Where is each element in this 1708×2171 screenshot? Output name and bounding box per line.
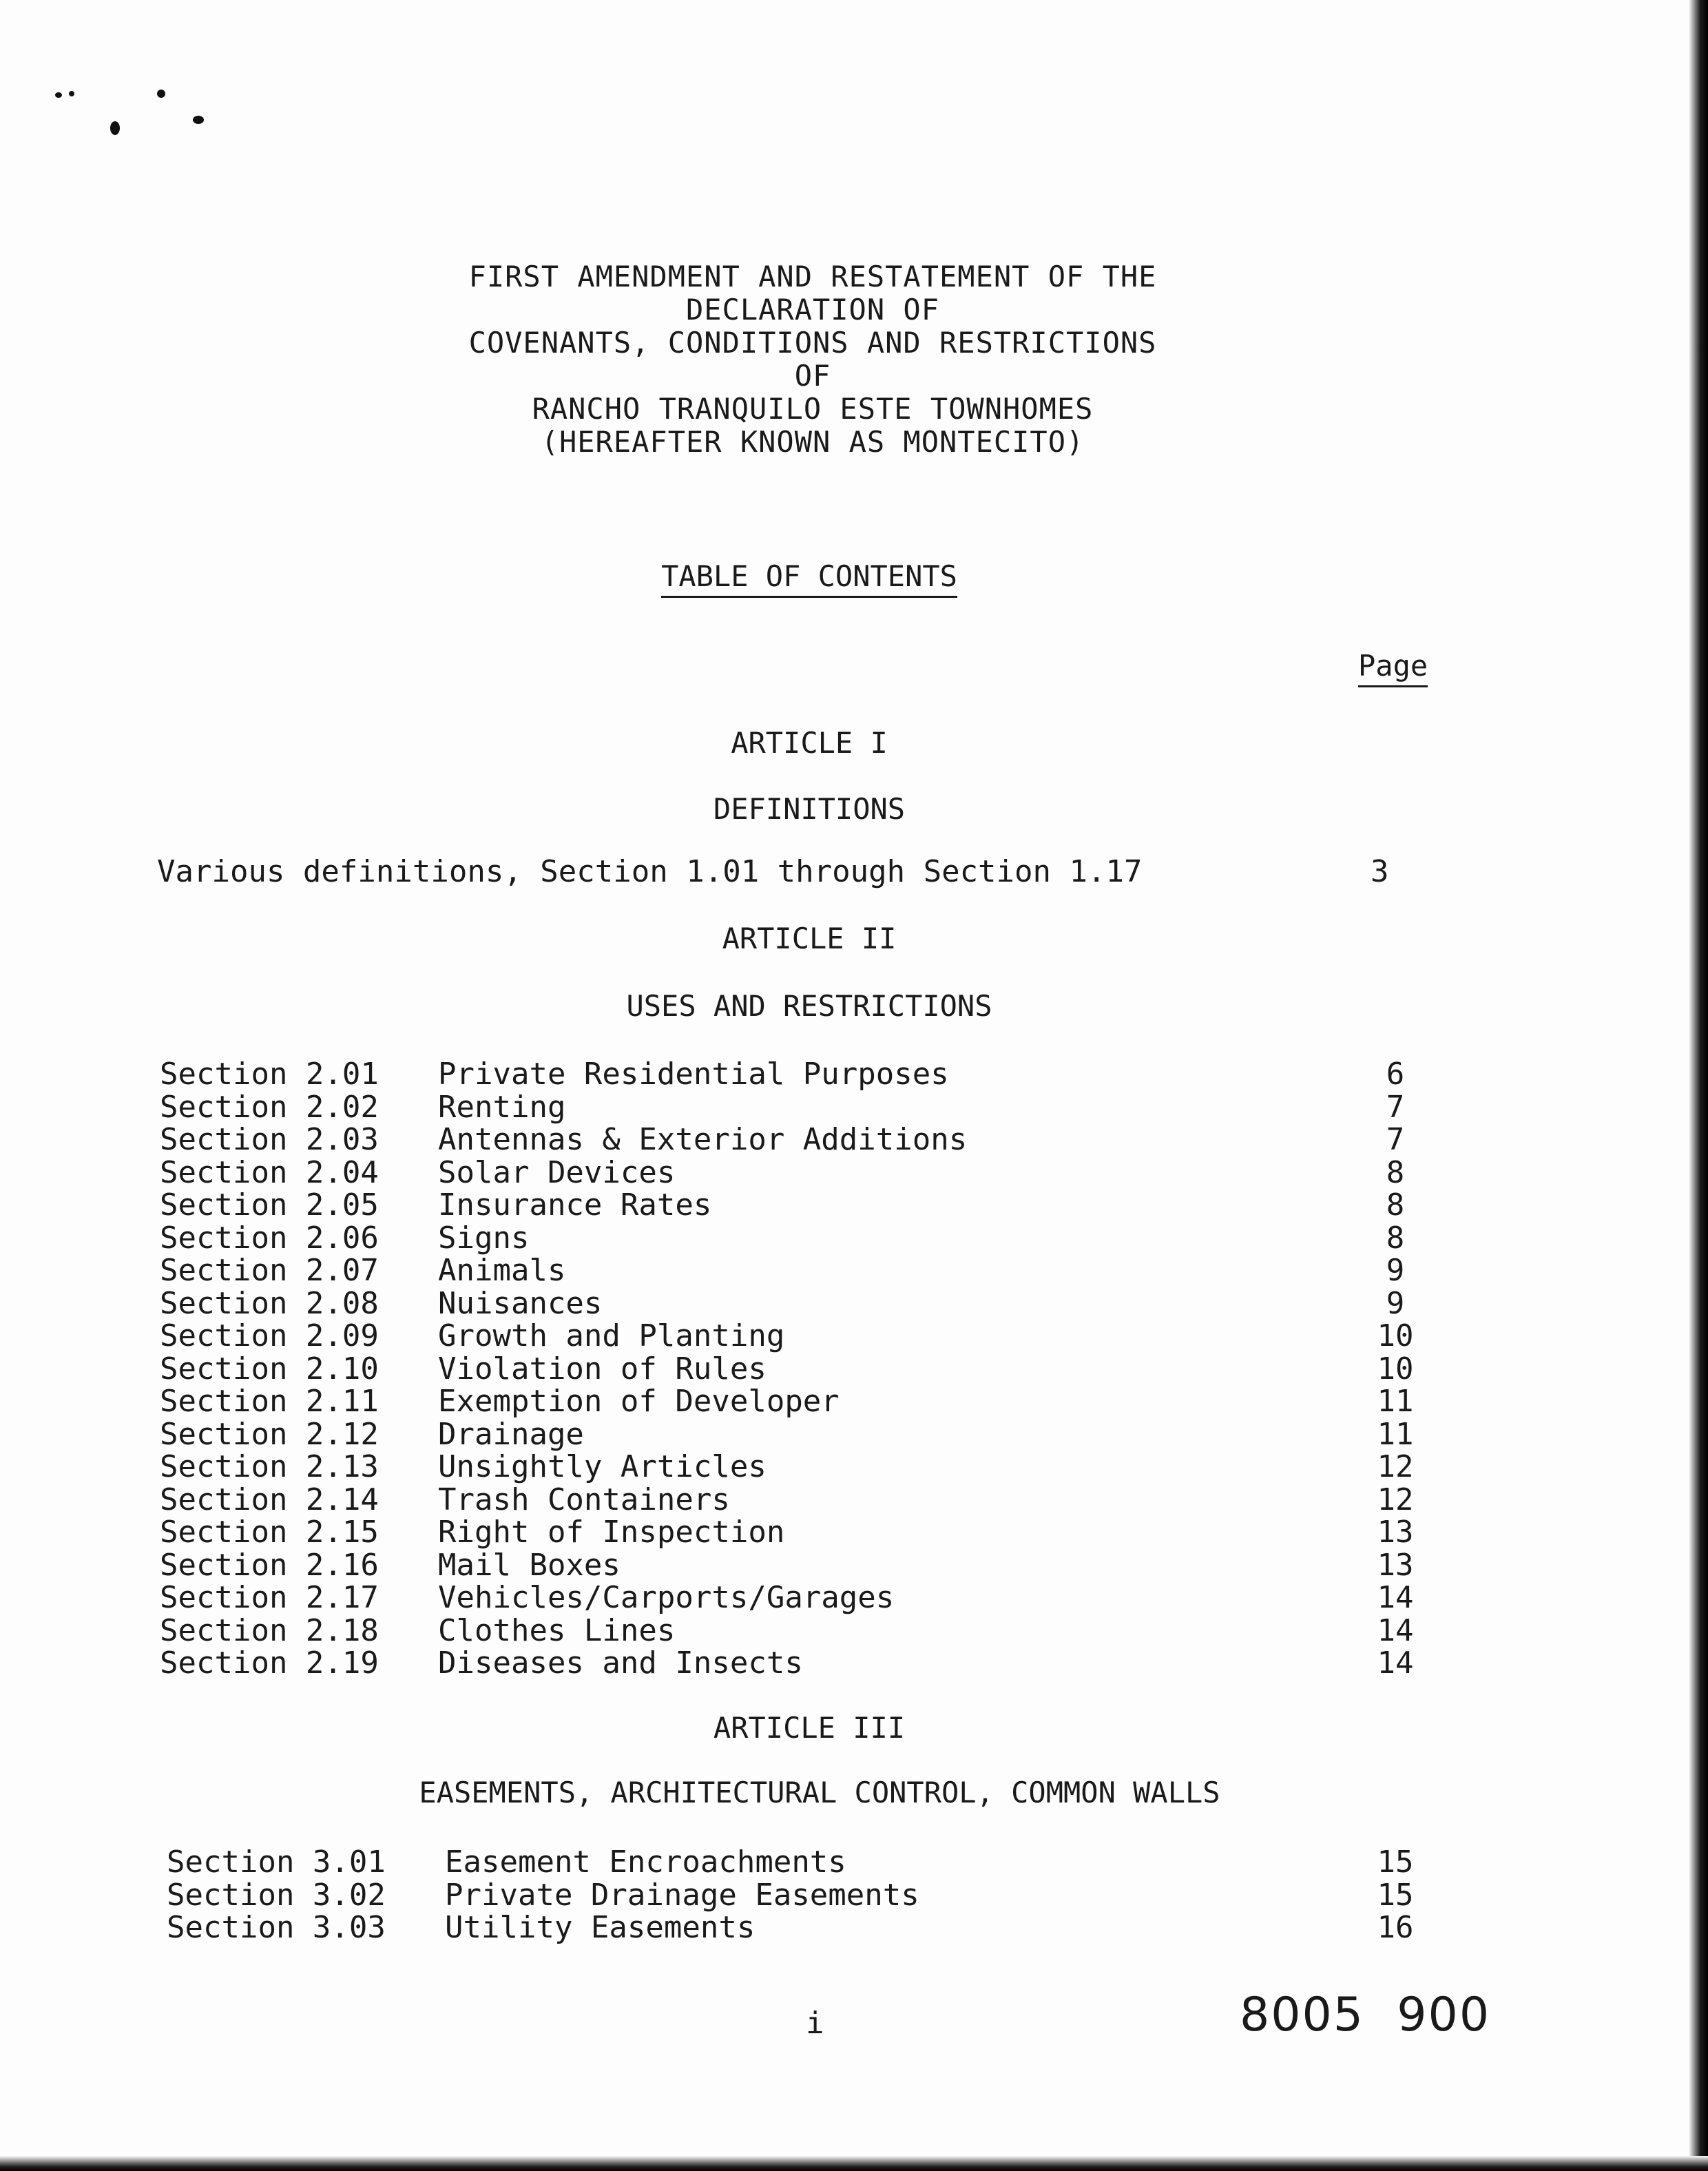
toc-row	[167, 1846, 1461, 1879]
toc-row	[160, 1549, 1455, 1582]
title-line-5: RANCHO TRANQUILO ESTE TOWNHOMES	[532, 392, 1094, 426]
footer-page-number: i	[806, 2006, 824, 2041]
section-page: 14	[1377, 1612, 1414, 1648]
scan-speck	[69, 91, 74, 96]
section-title: Private Drainage Easements	[445, 1877, 919, 1913]
article-2-title: USES AND RESTRICTIONS	[626, 989, 992, 1023]
section-title: Diseases and Insects	[438, 1645, 803, 1681]
section-number: Section 2.02	[160, 1089, 379, 1125]
section-number: Section 2.19	[160, 1645, 379, 1681]
section-title: Exemption of Developer	[438, 1384, 840, 1419]
title-line-1: FIRST AMENDMENT AND RESTATEMENT OF THE	[468, 260, 1157, 293]
section-number: Section 2.10	[160, 1351, 379, 1386]
section-page: 11	[1377, 1384, 1414, 1419]
section-page: 7	[1386, 1122, 1405, 1157]
section-title: Drainage	[438, 1416, 584, 1452]
section-number: Section 2.08	[160, 1285, 379, 1321]
section-title: Unsightly Articles	[438, 1449, 767, 1484]
section-page: 12	[1377, 1449, 1414, 1484]
section-title: Violation of Rules	[438, 1351, 767, 1386]
toc-row	[160, 1581, 1455, 1614]
section-number: Section 3.02	[167, 1877, 386, 1913]
article-2-label: ARTICLE II	[722, 922, 897, 955]
scan-speck	[193, 116, 204, 124]
section-title: Nuisances	[438, 1285, 603, 1321]
section-page: 9	[1386, 1253, 1405, 1288]
section-title: Private Residential Purposes	[438, 1057, 949, 1092]
section-page: 12	[1377, 1482, 1414, 1517]
toc-row	[167, 1879, 1461, 1912]
section-number: Section 2.05	[160, 1187, 379, 1223]
section-title: Animals	[438, 1253, 566, 1288]
toc-heading-text: TABLE OF CONTENTS	[661, 559, 957, 598]
section-title: Growth and Planting	[438, 1318, 785, 1353]
section-number: Section 2.15	[160, 1515, 379, 1550]
scan-edge-bottom	[0, 2156, 1708, 2171]
footer-document-number: 8005 900	[1240, 1988, 1491, 2042]
article-3-label: ARTICLE III	[713, 1711, 906, 1745]
section-number: Section 2.11	[160, 1384, 379, 1419]
section-page: 14	[1377, 1580, 1414, 1615]
toc-row	[160, 1647, 1455, 1680]
section-page: 8	[1386, 1187, 1405, 1223]
section-number: Section 2.07	[160, 1253, 379, 1288]
section-page: 13	[1377, 1547, 1414, 1583]
section-page: 10	[1377, 1318, 1414, 1353]
section-number: Section 2.13	[160, 1449, 379, 1484]
toc-row	[160, 1484, 1455, 1517]
section-title: Signs	[438, 1220, 530, 1256]
article-1-label: ARTICLE I	[731, 726, 888, 760]
toc-row	[160, 1254, 1455, 1287]
section-title: Utility Easements	[445, 1910, 756, 1945]
article-1-entry: Various definitions, Section 1.01 through Section 1.17	[157, 854, 1143, 889]
section-title: Right of Inspection	[438, 1515, 785, 1550]
toc-row	[160, 1516, 1455, 1549]
section-page: 8	[1386, 1220, 1405, 1256]
section-page: 9	[1386, 1285, 1405, 1321]
section-page: 14	[1377, 1645, 1414, 1681]
article-1-entry-page: 3	[1371, 854, 1389, 889]
section-number: Section 2.06	[160, 1220, 379, 1256]
toc-row	[160, 1320, 1455, 1353]
section-page: 16	[1377, 1910, 1414, 1945]
toc-row	[160, 1385, 1455, 1418]
section-page: 10	[1377, 1351, 1414, 1386]
toc-row	[160, 1058, 1455, 1091]
toc-row	[167, 1911, 1461, 1944]
section-title: Insurance Rates	[438, 1187, 712, 1223]
toc-row	[160, 1123, 1455, 1156]
scan-edge-right	[1689, 0, 1708, 2171]
section-title: Solar Devices	[438, 1154, 676, 1190]
section-title: Trash Containers	[438, 1482, 730, 1517]
document-title	[358, 260, 1267, 459]
article-2-section-list	[160, 1058, 1455, 1680]
toc-row	[160, 1353, 1455, 1386]
section-number: Section 2.04	[160, 1154, 379, 1190]
section-page: 7	[1386, 1089, 1405, 1125]
toc-row	[160, 1418, 1455, 1451]
toc-row	[160, 1222, 1455, 1255]
scan-speck	[157, 90, 165, 98]
section-number: Section 2.16	[160, 1547, 379, 1583]
section-number: Section 2.01	[160, 1057, 379, 1092]
scan-speck	[55, 92, 62, 98]
toc-row	[160, 1156, 1455, 1190]
title-line-3: COVENANTS, CONDITIONS AND RESTRICTIONS	[468, 326, 1157, 360]
title-line-6: (HEREAFTER KNOWN AS MONTECITO)	[541, 425, 1085, 459]
section-page: 15	[1377, 1845, 1414, 1880]
section-title: Clothes Lines	[438, 1612, 676, 1648]
toc-row	[160, 1614, 1455, 1648]
article-1-title: DEFINITIONS	[713, 792, 906, 826]
section-number: Section 3.01	[167, 1845, 386, 1880]
section-number: Section 2.03	[160, 1122, 379, 1157]
article-3-title: EASEMENTS, ARCHITECTURAL CONTROL, COMMON WALLS	[419, 1776, 1220, 1809]
section-title: Antennas & Exterior Additions	[438, 1122, 968, 1157]
toc-row	[160, 1091, 1455, 1124]
title-line-2: DECLARATION OF	[685, 293, 939, 326]
page-column-label	[1358, 649, 1428, 683]
article-3-section-list	[167, 1846, 1461, 1944]
section-number: Section 2.17	[160, 1580, 379, 1615]
section-page: 13	[1377, 1515, 1414, 1550]
toc-row	[160, 1189, 1455, 1222]
section-number: Section 2.14	[160, 1482, 379, 1517]
section-number: Section 3.03	[167, 1910, 386, 1945]
section-page: 8	[1386, 1154, 1405, 1190]
section-title: Renting	[438, 1089, 566, 1125]
toc-row	[160, 1451, 1455, 1484]
section-number: Section 2.12	[160, 1416, 379, 1452]
title-line-4: OF	[794, 359, 831, 393]
section-page: 11	[1377, 1416, 1414, 1452]
section-title: Mail Boxes	[438, 1547, 621, 1583]
section-page: 6	[1386, 1057, 1405, 1092]
section-number: Section 2.09	[160, 1318, 379, 1353]
section-number: Section 2.18	[160, 1612, 379, 1648]
section-title: Easement Encroachments	[445, 1845, 846, 1880]
toc-heading	[0, 559, 1618, 593]
scan-speck	[110, 121, 120, 135]
section-page: 15	[1377, 1877, 1414, 1913]
toc-row	[160, 1287, 1455, 1320]
section-title: Vehicles/Carports/Garages	[438, 1580, 895, 1615]
page-column-label-text: Page	[1358, 649, 1428, 687]
